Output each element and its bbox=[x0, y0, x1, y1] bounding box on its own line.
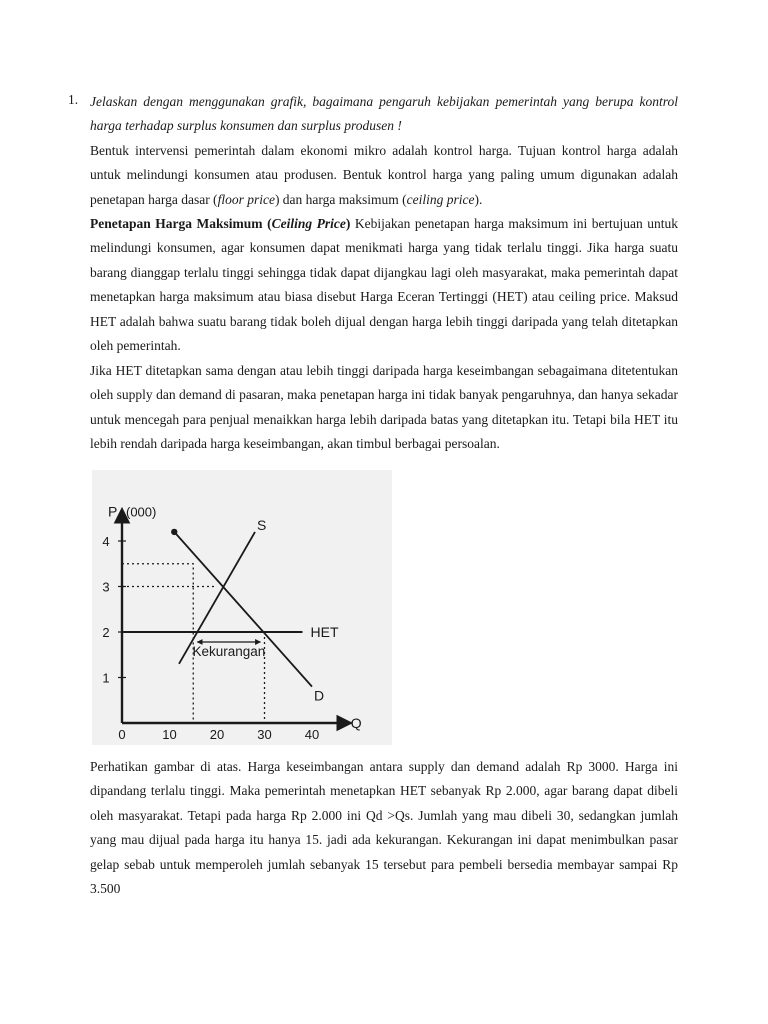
x-tick-label: 10 bbox=[162, 727, 177, 742]
intro-text-a: Bentuk intervensi pemerintah dalam ekonomi mikro adalah kontrol harga. Tujuan kontrol harga adalah untuk melindungi konsumen atau produsen. Bentuk kontrol harga yang paling umum digunakan adalah penetapan harga dasar ( bbox=[90, 143, 678, 207]
y-tick-label: 2 bbox=[102, 625, 110, 640]
demand-point bbox=[171, 529, 177, 535]
paragraph-ceiling-price bbox=[90, 212, 678, 358]
series-line-d bbox=[174, 532, 312, 687]
y-axis-label: P bbox=[108, 503, 118, 520]
chart-svg bbox=[92, 470, 392, 745]
y-tick-label: 1 bbox=[102, 670, 110, 686]
floor-price-term: floor price bbox=[217, 191, 275, 207]
section-title-c: ) bbox=[345, 216, 351, 231]
guide-line bbox=[122, 564, 193, 723]
series-label-s: S bbox=[257, 516, 267, 533]
y-tick-label: 4 bbox=[102, 534, 110, 549]
ceiling-price-body: Kebijakan penetapan harga maksimum ini bertujuan untuk melindungi konsumen, agar konsumen dapat menikmati harga yang tidak terlalu tinggi. Jika harga suatu barang dianggap terlalu tinggi sehingga tidak dapat dijangkau lagi oleh masyarakat, maka pemerintah dapat menetapkan harga maksimum atau biasa disebut Harga Eceran Tertinggi (HET) atau ceiling price. Maksud HET adalah bahwa suatu barang tidak boleh dijual dengan harga lebih tinggi daripada yang telah ditetapkan oleh pemerintah. bbox=[90, 216, 678, 354]
x-tick-label: 20 bbox=[209, 727, 225, 742]
series-label-het: HET bbox=[310, 624, 339, 640]
y-tick-label: 3 bbox=[102, 579, 110, 595]
x-tick-label: 30 bbox=[257, 727, 272, 742]
section-title-a: Penetapan Harga Maksimum ( bbox=[90, 216, 272, 231]
ceiling-price-term: ceiling price bbox=[406, 191, 475, 207]
intro-text-c: ). bbox=[474, 191, 483, 207]
question-text: Jelaskan dengan menggunakan grafik, bagaimana pengaruh kebijakan pemerintah yang berupa kontrol harga terhadap surplus konsumen dan surplus produsen ! bbox=[90, 94, 678, 134]
series-label-d: D bbox=[314, 687, 325, 704]
section-title-b: Ceiling Price bbox=[271, 216, 346, 231]
paragraph-het: Jika HET ditetapkan sama dengan atau lebih tinggi daripada harga keseimbangan sebagaimana ditetentukan oleh supply dan demand di pasaran, maka penetapan harga ini tidak banyak pengaruhnya, dan hanya sekadar untuk mencegah para penjual menaikkan harga lebih daripada batas yang ditetapkan itu. Tetapi bila HET itu lebih rendah daripada harga keseimbangan, akan timbul berbagai persoalan. bbox=[90, 363, 678, 452]
x-axis-label: Q bbox=[350, 715, 362, 731]
paragraph-explanation: Perhatikan gambar di atas. Harga keseimbangan antara supply dan demand adalah Rp 3000. Harga ini dipandang terlalu tinggi. Maka pemerintah menetapkan HET sebanyak Rp 2.000, agar barang dapat dibeli oleh masyarakat. Tetapi pada harga Rp 2.000 ini Qd >Qs. Jumlah yang mau dibeli 30, sedangkan jumlah yang mau dijual pada harga itu hanya 15. jadi ada kekurangan. Kekurangan ini dapat menimbulkan pasar gelap sebab untuk memperoleh jumlah sebanyak 15 tersebut para pembeli bersedia membayar sampai Rp 3.500 bbox=[90, 759, 678, 897]
question-number: 1. bbox=[68, 92, 79, 107]
intro-text-b: ) dan harga maksimum ( bbox=[274, 191, 407, 207]
paragraph-intro bbox=[90, 139, 678, 212]
shortage-label: Kekurangan bbox=[192, 644, 266, 659]
x-tick-label: 0 bbox=[118, 727, 126, 742]
x-tick-label: 40 bbox=[304, 727, 320, 742]
ceiling-price-chart bbox=[92, 470, 392, 745]
y-axis-unit: (000) bbox=[126, 504, 157, 520]
